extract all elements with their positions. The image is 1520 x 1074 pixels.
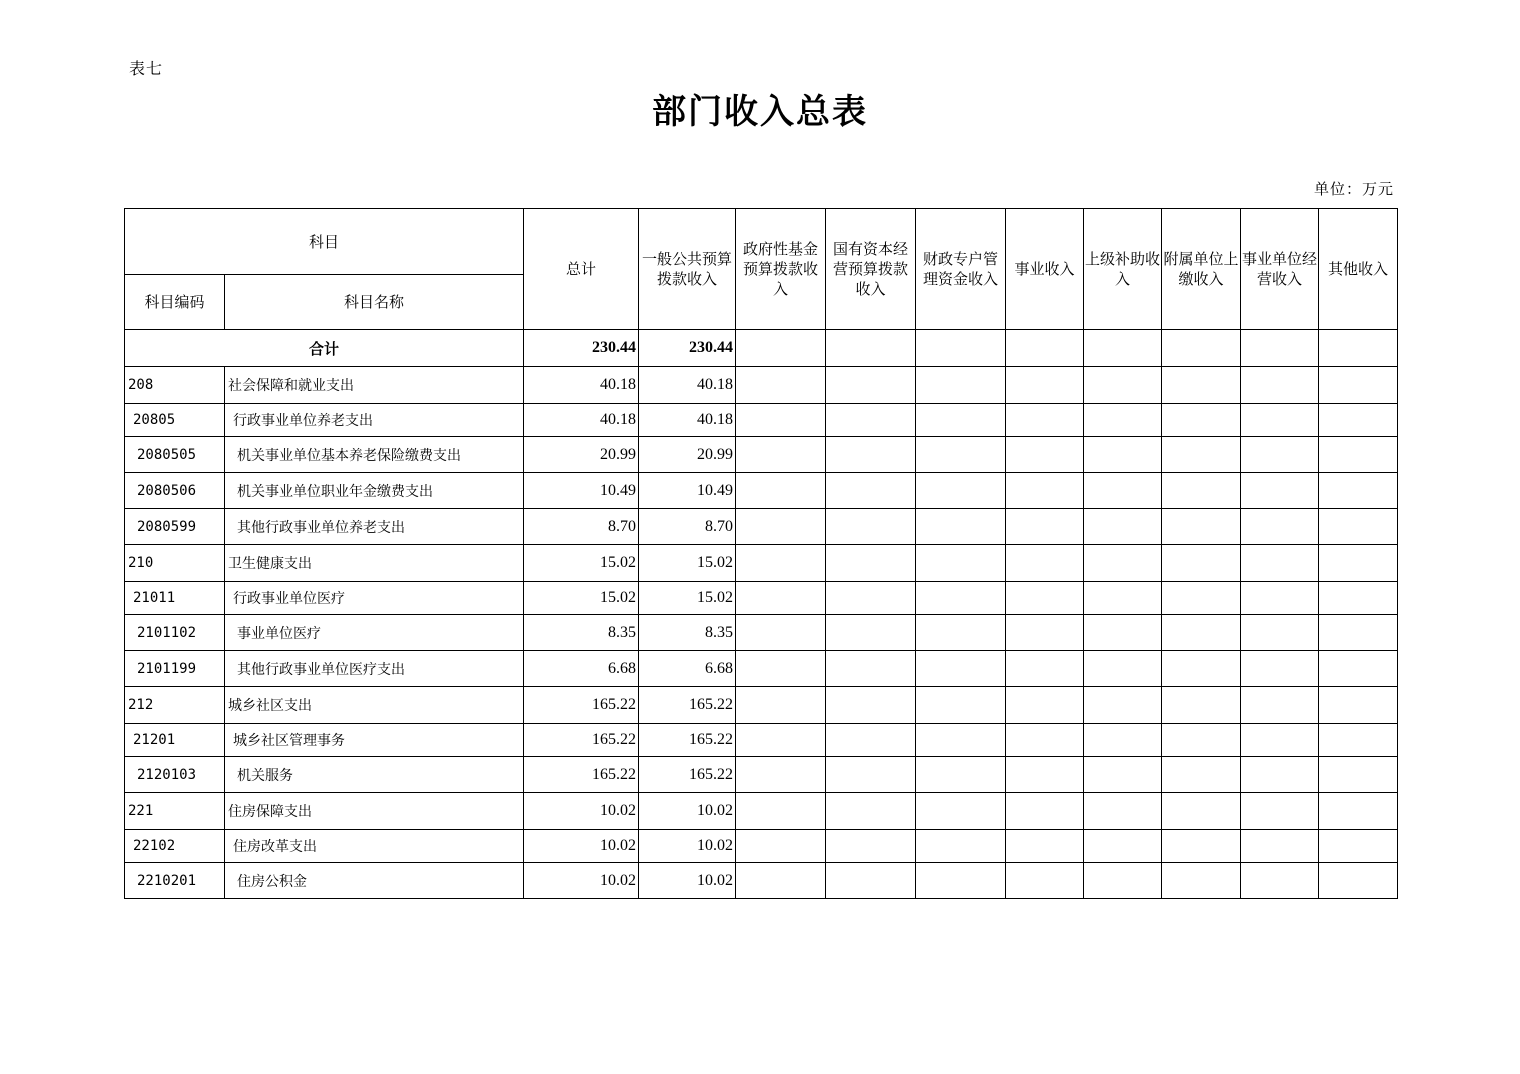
empty-cell <box>1084 473 1162 509</box>
empty-cell <box>916 724 1006 757</box>
general-budget-cell: 10.02 <box>639 830 736 863</box>
totals-total: 230.44 <box>524 330 639 367</box>
general-budget-cell: 8.70 <box>639 509 736 545</box>
general-budget-cell: 15.02 <box>639 582 736 615</box>
empty-cell <box>1319 509 1398 545</box>
total-cell: 165.22 <box>524 757 639 793</box>
empty-cell <box>1241 615 1319 651</box>
table-row <box>125 793 1398 830</box>
empty-cell <box>1006 863 1084 899</box>
header-code: 科目编码 <box>125 275 225 330</box>
table-row <box>125 863 1398 899</box>
empty-cell <box>736 330 826 367</box>
header-other: 其他收入 <box>1319 209 1398 330</box>
table-row <box>125 687 1398 724</box>
empty-cell <box>1319 545 1398 582</box>
empty-cell <box>1319 437 1398 473</box>
empty-cell <box>1084 830 1162 863</box>
empty-cell <box>1241 437 1319 473</box>
subject-name-cell: 机关服务 <box>225 757 524 793</box>
subject-code-cell: 22102 <box>125 830 225 863</box>
empty-cell <box>826 793 916 830</box>
empty-cell <box>736 651 826 687</box>
empty-cell <box>1084 687 1162 724</box>
general-budget-cell: 8.35 <box>639 615 736 651</box>
empty-cell <box>1319 687 1398 724</box>
empty-cell <box>1084 582 1162 615</box>
empty-cell <box>1084 615 1162 651</box>
subject-name-cell: 其他行政事业单位医疗支出 <box>225 651 524 687</box>
header-general-budget: 一般公共预算拨款收入 <box>639 209 736 330</box>
totals-label: 合计 <box>125 330 524 367</box>
total-cell: 40.18 <box>524 404 639 437</box>
general-budget-cell: 40.18 <box>639 367 736 404</box>
header-state-capital: 国有资本经营预算拨款收入 <box>826 209 916 330</box>
empty-cell <box>736 793 826 830</box>
empty-cell <box>736 367 826 404</box>
subject-code-cell: 208 <box>125 367 225 404</box>
empty-cell <box>1162 830 1241 863</box>
empty-cell <box>1319 615 1398 651</box>
table-row <box>125 615 1398 651</box>
subject-code-cell: 2101102 <box>125 615 225 651</box>
empty-cell <box>1006 330 1084 367</box>
table-row <box>125 545 1398 582</box>
empty-cell <box>1006 830 1084 863</box>
empty-cell <box>1319 404 1398 437</box>
empty-cell <box>916 367 1006 404</box>
empty-cell <box>1006 651 1084 687</box>
empty-cell <box>1006 404 1084 437</box>
empty-cell <box>916 582 1006 615</box>
total-cell: 10.02 <box>524 793 639 830</box>
empty-cell <box>1006 687 1084 724</box>
total-cell: 15.02 <box>524 582 639 615</box>
empty-cell <box>1241 793 1319 830</box>
general-budget-cell: 15.02 <box>639 545 736 582</box>
empty-cell <box>1241 651 1319 687</box>
empty-cell <box>916 509 1006 545</box>
empty-cell <box>916 863 1006 899</box>
total-cell: 10.49 <box>524 473 639 509</box>
empty-cell <box>1162 330 1241 367</box>
empty-cell <box>1241 724 1319 757</box>
empty-cell <box>916 615 1006 651</box>
empty-cell <box>1006 545 1084 582</box>
empty-cell <box>736 615 826 651</box>
subject-name-cell: 行政事业单位养老支出 <box>225 404 524 437</box>
empty-cell <box>1006 724 1084 757</box>
general-budget-cell: 40.18 <box>639 404 736 437</box>
empty-cell <box>1162 687 1241 724</box>
empty-cell <box>736 509 826 545</box>
empty-cell <box>1084 724 1162 757</box>
empty-cell <box>1162 615 1241 651</box>
header-business: 事业收入 <box>1006 209 1084 330</box>
table-row <box>125 724 1398 757</box>
total-cell: 15.02 <box>524 545 639 582</box>
empty-cell <box>1084 367 1162 404</box>
empty-cell <box>1319 651 1398 687</box>
subject-code-cell: 2210201 <box>125 863 225 899</box>
empty-cell <box>1006 367 1084 404</box>
empty-cell <box>1319 330 1398 367</box>
subject-name-cell: 住房保障支出 <box>225 793 524 830</box>
table-row <box>125 651 1398 687</box>
empty-cell <box>826 473 916 509</box>
empty-cell <box>1241 473 1319 509</box>
empty-cell <box>1319 863 1398 899</box>
table-row <box>125 437 1398 473</box>
empty-cell <box>916 545 1006 582</box>
subject-code-cell: 2080505 <box>125 437 225 473</box>
department-income-table <box>124 208 1398 899</box>
empty-cell <box>736 545 826 582</box>
subject-name-cell: 机关事业单位基本养老保险缴费支出 <box>225 437 524 473</box>
totals-general-budget: 230.44 <box>639 330 736 367</box>
subject-code-cell: 21201 <box>125 724 225 757</box>
subject-code-cell: 20805 <box>125 404 225 437</box>
empty-cell <box>736 687 826 724</box>
empty-cell <box>1084 330 1162 367</box>
empty-cell <box>1084 437 1162 473</box>
empty-cell <box>826 724 916 757</box>
empty-cell <box>1162 473 1241 509</box>
empty-cell <box>826 830 916 863</box>
header-fiscal-special: 财政专户管理资金收入 <box>916 209 1006 330</box>
subject-name-cell: 住房改革支出 <box>225 830 524 863</box>
empty-cell <box>1241 509 1319 545</box>
subject-name-cell: 卫生健康支出 <box>225 545 524 582</box>
header-gov-fund: 政府性基金预算拨款收入 <box>736 209 826 330</box>
empty-cell <box>1241 367 1319 404</box>
unit-label: 单位：万元 <box>1313 180 1394 198</box>
subject-name-cell: 机关事业单位职业年金缴费支出 <box>225 473 524 509</box>
empty-cell <box>826 863 916 899</box>
subject-code-cell: 2101199 <box>125 651 225 687</box>
empty-cell <box>1162 437 1241 473</box>
empty-cell <box>1241 830 1319 863</box>
empty-cell <box>1241 757 1319 793</box>
empty-cell <box>826 330 916 367</box>
table-row <box>125 830 1398 863</box>
empty-cell <box>916 651 1006 687</box>
empty-cell <box>826 437 916 473</box>
general-budget-cell: 20.99 <box>639 437 736 473</box>
empty-cell <box>1319 473 1398 509</box>
empty-cell <box>826 582 916 615</box>
table-row <box>125 473 1398 509</box>
general-budget-cell: 10.49 <box>639 473 736 509</box>
general-budget-cell: 165.22 <box>639 724 736 757</box>
empty-cell <box>1006 473 1084 509</box>
total-cell: 40.18 <box>524 367 639 404</box>
general-budget-cell: 165.22 <box>639 687 736 724</box>
empty-cell <box>736 404 826 437</box>
total-cell: 10.02 <box>524 863 639 899</box>
empty-cell <box>1006 437 1084 473</box>
general-budget-cell: 10.02 <box>639 793 736 830</box>
header-subject: 科目 <box>125 209 524 275</box>
empty-cell <box>1084 545 1162 582</box>
empty-cell <box>1084 793 1162 830</box>
empty-cell <box>1084 509 1162 545</box>
subject-code-cell: 221 <box>125 793 225 830</box>
subject-code-cell: 2080506 <box>125 473 225 509</box>
header-operating: 事业单位经营收入 <box>1241 209 1319 330</box>
empty-cell <box>1162 793 1241 830</box>
subject-code-cell: 2120103 <box>125 757 225 793</box>
empty-cell <box>1162 367 1241 404</box>
empty-cell <box>1319 724 1398 757</box>
total-cell: 8.70 <box>524 509 639 545</box>
subject-name-cell: 住房公积金 <box>225 863 524 899</box>
empty-cell <box>916 437 1006 473</box>
empty-cell <box>736 830 826 863</box>
empty-cell <box>916 404 1006 437</box>
empty-cell <box>826 757 916 793</box>
empty-cell <box>916 473 1006 509</box>
empty-cell <box>1084 863 1162 899</box>
empty-cell <box>916 830 1006 863</box>
empty-cell <box>736 757 826 793</box>
total-cell: 165.22 <box>524 724 639 757</box>
empty-cell <box>1084 757 1162 793</box>
empty-cell <box>1006 757 1084 793</box>
empty-cell <box>916 793 1006 830</box>
empty-cell <box>1241 863 1319 899</box>
empty-cell <box>1084 651 1162 687</box>
header-name: 科目名称 <box>225 275 524 330</box>
empty-cell <box>916 330 1006 367</box>
total-cell: 8.35 <box>524 615 639 651</box>
empty-cell <box>736 437 826 473</box>
subject-code-cell: 21011 <box>125 582 225 615</box>
empty-cell <box>1319 793 1398 830</box>
empty-cell <box>1241 582 1319 615</box>
general-budget-cell: 6.68 <box>639 651 736 687</box>
table-number-label: 表七 <box>129 59 164 78</box>
empty-cell <box>1162 582 1241 615</box>
empty-cell <box>826 615 916 651</box>
empty-cell <box>916 687 1006 724</box>
empty-cell <box>1241 404 1319 437</box>
subject-code-cell: 210 <box>125 545 225 582</box>
subject-name-cell: 城乡社区管理事务 <box>225 724 524 757</box>
empty-cell <box>1162 404 1241 437</box>
general-budget-cell: 10.02 <box>639 863 736 899</box>
header-superior-subsidy: 上级补助收入 <box>1084 209 1162 330</box>
empty-cell <box>1006 793 1084 830</box>
empty-cell <box>826 367 916 404</box>
table-row <box>125 757 1398 793</box>
empty-cell <box>1006 582 1084 615</box>
subject-code-cell: 212 <box>125 687 225 724</box>
empty-cell <box>1319 757 1398 793</box>
subject-name-cell: 行政事业单位医疗 <box>225 582 524 615</box>
empty-cell <box>1241 330 1319 367</box>
empty-cell <box>1006 615 1084 651</box>
empty-cell <box>736 863 826 899</box>
empty-cell <box>826 651 916 687</box>
empty-cell <box>1162 509 1241 545</box>
totals-row <box>125 330 1398 367</box>
empty-cell <box>826 509 916 545</box>
empty-cell <box>1162 863 1241 899</box>
total-cell: 6.68 <box>524 651 639 687</box>
subject-code-cell: 2080599 <box>125 509 225 545</box>
table-row <box>125 509 1398 545</box>
subject-name-cell: 城乡社区支出 <box>225 687 524 724</box>
header-total: 总计 <box>524 209 639 330</box>
subject-name-cell: 事业单位医疗 <box>225 615 524 651</box>
empty-cell <box>826 687 916 724</box>
empty-cell <box>1241 545 1319 582</box>
general-budget-cell: 165.22 <box>639 757 736 793</box>
empty-cell <box>826 404 916 437</box>
empty-cell <box>736 582 826 615</box>
total-cell: 10.02 <box>524 830 639 863</box>
page-title: 部门收入总表 <box>652 92 868 132</box>
table-row <box>125 367 1398 404</box>
empty-cell <box>1006 509 1084 545</box>
empty-cell <box>826 545 916 582</box>
empty-cell <box>1241 687 1319 724</box>
empty-cell <box>1162 724 1241 757</box>
empty-cell <box>1162 651 1241 687</box>
empty-cell <box>736 724 826 757</box>
total-cell: 165.22 <box>524 687 639 724</box>
empty-cell <box>1319 830 1398 863</box>
table-row <box>125 582 1398 615</box>
empty-cell <box>1319 367 1398 404</box>
subject-name-cell: 社会保障和就业支出 <box>225 367 524 404</box>
total-cell: 20.99 <box>524 437 639 473</box>
empty-cell <box>736 473 826 509</box>
empty-cell <box>1084 404 1162 437</box>
empty-cell <box>1162 545 1241 582</box>
empty-cell <box>916 757 1006 793</box>
empty-cell <box>1162 757 1241 793</box>
subject-name-cell: 其他行政事业单位养老支出 <box>225 509 524 545</box>
header-affiliated: 附属单位上缴收入 <box>1162 209 1241 330</box>
empty-cell <box>1319 582 1398 615</box>
table-row <box>125 404 1398 437</box>
